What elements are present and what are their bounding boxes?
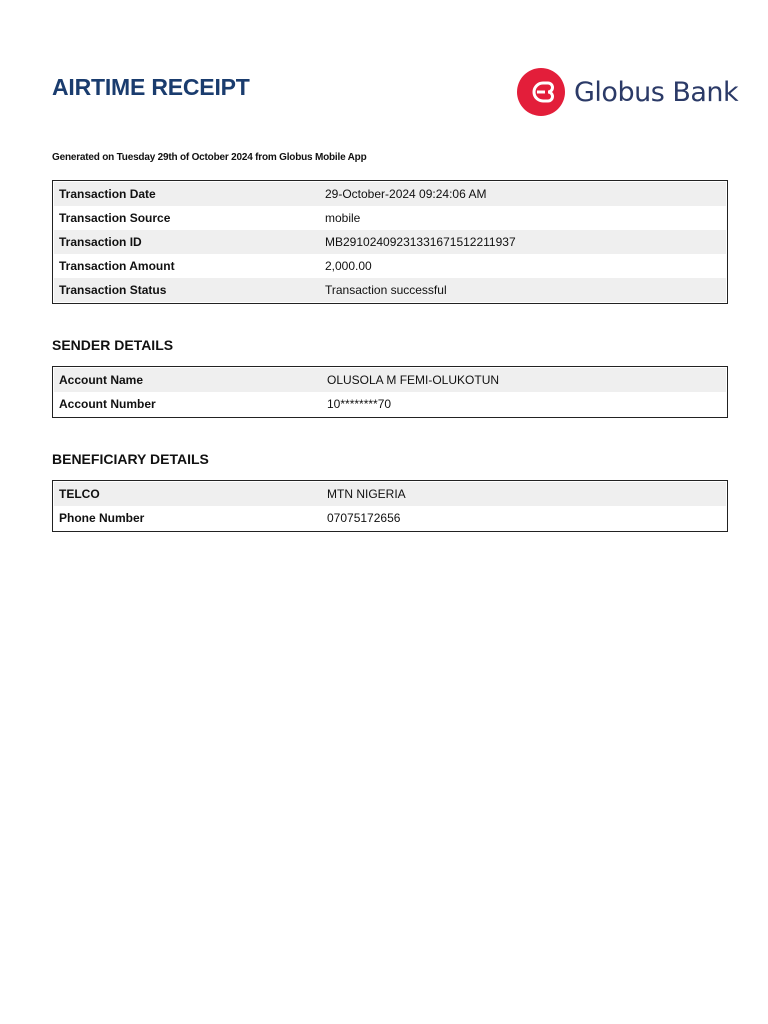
page-title: AIRTIME RECEIPT: [52, 74, 250, 100]
row-value: 29-October-2024 09:24:06 AM: [325, 187, 487, 201]
row-value: OLUSOLA M FEMI-OLUKOTUN: [327, 373, 500, 387]
row-value: MTN NIGERIA: [327, 487, 406, 501]
logo-text: Globus Bank: [574, 76, 739, 108]
table-row: [54, 368, 726, 392]
row-value: 07075172656: [327, 511, 401, 525]
table-row: [54, 182, 726, 206]
table-row: [54, 278, 726, 302]
row-label: Account Number: [59, 397, 156, 411]
row-value: 10********70: [327, 397, 392, 411]
beneficiary-section-title: BENEFICIARY DETAILS: [52, 451, 209, 467]
globus-logo-icon: [517, 68, 565, 116]
row-label: Transaction Amount: [59, 259, 175, 273]
row-value: MB29102409231331671512211937: [325, 235, 516, 249]
row-value: mobile: [325, 211, 361, 225]
sender-table: [52, 366, 728, 418]
sender-section-title: SENDER DETAILS: [52, 337, 174, 353]
row-label: Account Name: [59, 373, 144, 387]
row-value: 2,000.00: [325, 259, 372, 273]
table-row: [54, 482, 726, 506]
row-label: Transaction ID: [59, 235, 142, 249]
row-label: Transaction Date: [59, 187, 156, 201]
table-row: [54, 392, 726, 416]
beneficiary-table: [52, 480, 728, 532]
table-row: [54, 206, 726, 230]
table-row: [54, 506, 726, 530]
row-label: Phone Number: [59, 511, 145, 525]
generated-note: Generated on Tuesday 29th of October 2024 from Globus Mobile App: [52, 152, 367, 163]
globus-bank-logo: [517, 68, 738, 116]
row-label: TELCO: [59, 487, 100, 501]
transaction-table: [52, 180, 728, 304]
row-label: Transaction Source: [59, 211, 171, 225]
table-row: [54, 230, 726, 254]
row-label: Transaction Status: [59, 283, 167, 297]
row-value: Transaction successful: [325, 283, 447, 297]
table-row: [54, 254, 726, 278]
